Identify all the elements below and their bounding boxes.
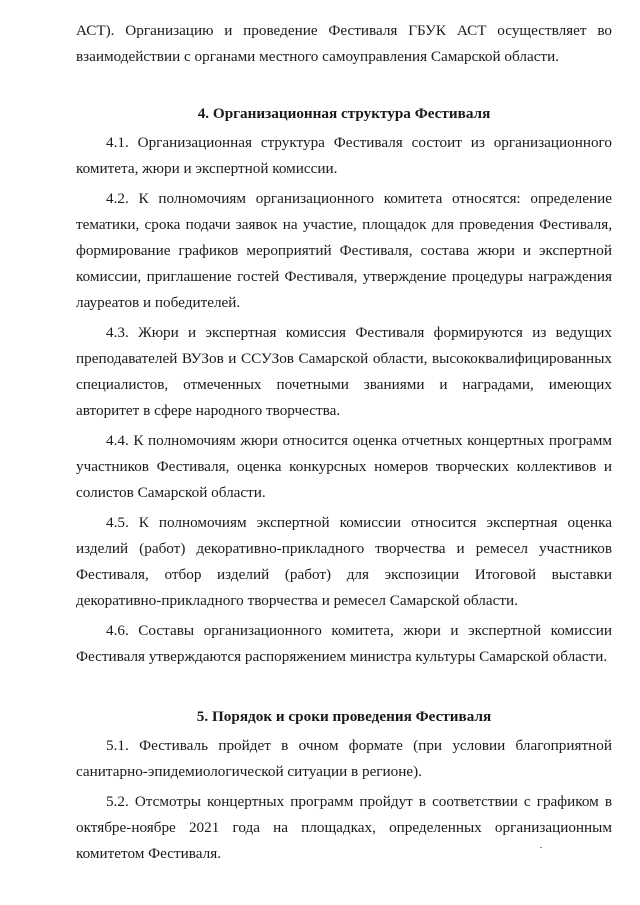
intro-paragraph: АСТ). Организацию и проведение Фестиваля ГБУК АСТ осуществляет во взаимодействии с органами местного самоуправления Самарской области.	[76, 22, 612, 65]
paragraph-4-2: 4.2. К полномочиям организационного комитета относятся: определение тематики, срока подачи заявок на участие, площадок для проведения Фестиваля, формирование графиков мероприятий Фестиваля, состава жюри и экспертной комиссии, приглашение гостей Фестиваля, утверждение процедуры награждения лауреатов и победителей.	[76, 190, 612, 311]
paragraph-5-1: 5.1. Фестиваль пройдет в очном формате (при условии благоприятной санитарно-эпидемиологической ситуации в регионе).	[76, 737, 612, 780]
document-page	[76, 18, 612, 867]
scan-speck	[540, 847, 542, 848]
paragraph-4-6: 4.6. Составы организационного комитета, жюри и экспертной комиссии Фестиваля утверждаются распоряжением министра культуры Самарской области.	[76, 622, 612, 665]
paragraph-5-2: 5.2. Отсмотры концертных программ пройдут в соответствии с графиком в октябре-ноябре 2021 года на площадках, определенных организационным комитетом Фестиваля.	[76, 793, 612, 862]
section-4-heading: 4. Организационная структура Фестиваля	[197, 105, 491, 122]
paragraph-4-4: 4.4. К полномочиям жюри относится оценка отчетных концертных программ участников Фестиваля, оценка конкурсных номеров творческих коллективов и солистов Самарской области.	[76, 432, 612, 501]
paragraph-4-1: 4.1. Организационная структура Фестиваля состоит из организационного комитета, жюри и экспертной комиссии.	[76, 134, 612, 177]
paragraph-4-5: 4.5. К полномочиям экспертной комиссии относится экспертная оценка изделий (работ) декоративно-прикладного творчества и ремесел участников Фестиваля, отбор изделий (работ) для экспозиции Итоговой выставки декоративно-прикладного творчества и ремесел Самарской области.	[76, 514, 612, 609]
paragraph-4-3: 4.3. Жюри и экспертная комиссия Фестиваля формируются из ведущих преподавателей ВУЗов и ССУЗов Самарской области, высококвалифицированных специалистов, отмеченных почетными званиями и наградами, имеющих авторитет в сфере народного творчества.	[76, 324, 612, 419]
section-5-heading: 5. Порядок и сроки проведения Фестиваля	[196, 708, 492, 725]
